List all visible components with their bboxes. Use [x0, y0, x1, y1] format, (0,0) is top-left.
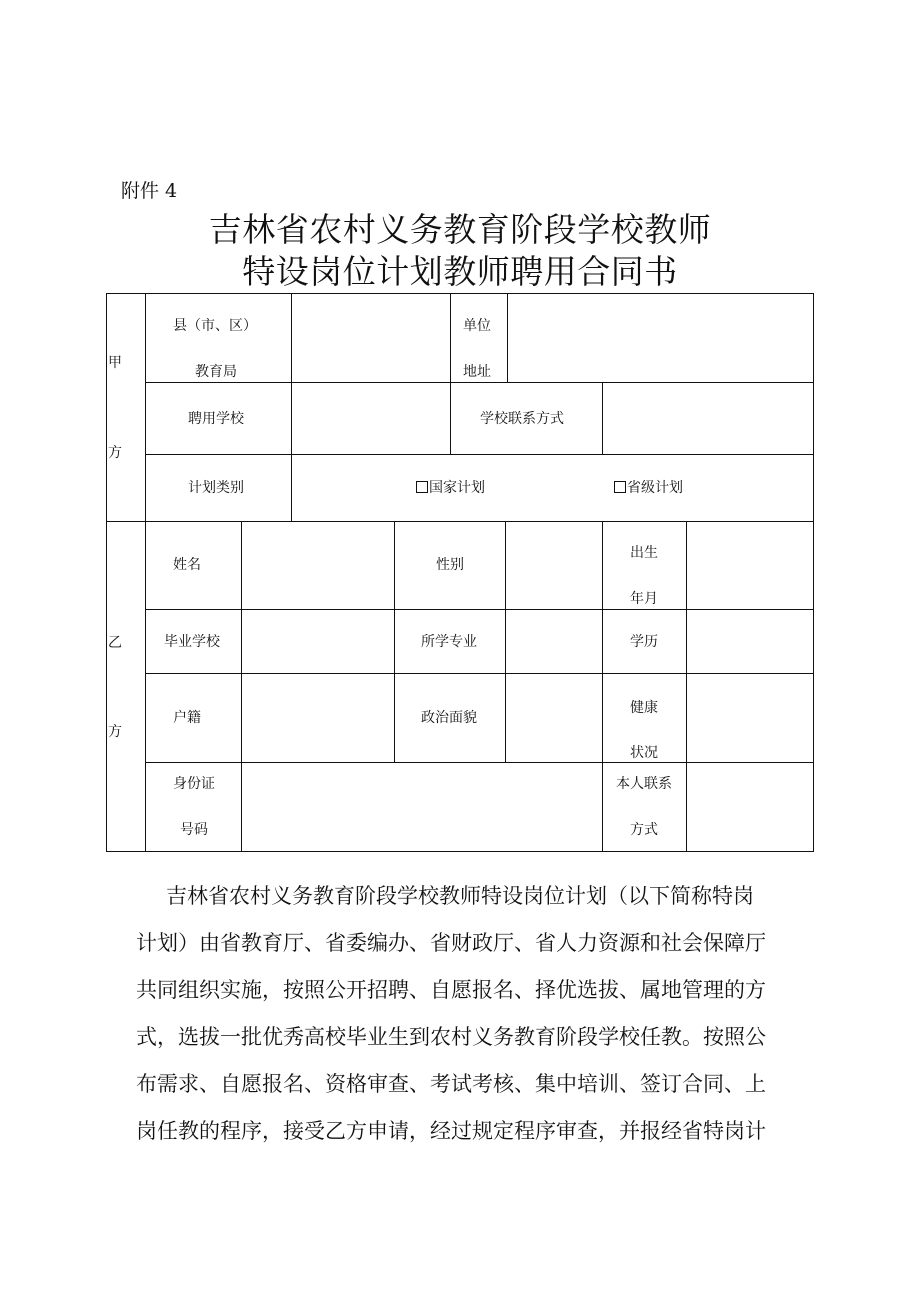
party-b-side-label-2: 方 — [108, 724, 122, 740]
contract-info-form — [106, 293, 814, 852]
checkbox-icon — [416, 481, 428, 493]
birth-date-label-1: 出生 — [630, 545, 658, 561]
table-line-a2 — [145, 454, 814, 455]
table-line-v-a1 — [291, 293, 292, 522]
hukou-label: 户籍 — [173, 710, 201, 726]
table-line-v-a4 — [602, 382, 603, 455]
paragraph-line: 岗任教的程序，接受乙方申请，经过规定程序审查，并报经省特岗计 — [136, 1119, 766, 1143]
table-line-a-b-divider — [106, 521, 814, 522]
personal-contact-label-1: 本人联系 — [616, 776, 672, 792]
table-line-b3 — [145, 762, 814, 763]
table-line-v-b4 — [602, 521, 603, 852]
personal-contact-label-2: 方式 — [630, 822, 658, 838]
table-line-v-b5 — [686, 521, 687, 852]
table-line-v-a2 — [450, 293, 451, 455]
table-line-b1 — [145, 609, 814, 610]
table-line-v-b2 — [394, 521, 395, 763]
plan-option-national-text: 国家计划 — [429, 480, 485, 496]
major-label: 所学专业 — [421, 634, 477, 650]
gender-label: 性别 — [436, 557, 464, 573]
table-border-left — [106, 293, 107, 852]
id-number-label-2: 号码 — [180, 822, 208, 838]
health-label-1: 健康 — [630, 700, 658, 716]
checkbox-icon — [614, 481, 626, 493]
school-contact-label: 学校联系方式 — [480, 411, 564, 427]
unit-address-label-2: 地址 — [463, 364, 491, 380]
plan-option-national[interactable] — [416, 481, 485, 495]
party-a-side-label-1: 甲 — [108, 355, 122, 371]
paragraph-line: 计划）由省教育厅、省委编办、省财政厅、省人力资源和社会保障厅 — [136, 931, 766, 955]
unit-address-label-1: 单位 — [463, 318, 491, 334]
table-line-b2 — [145, 673, 814, 674]
paragraph-line: 吉林省农村义务教育阶段学校教师特设岗位计划（以下简称特岗 — [166, 884, 754, 908]
hiring-school-label: 聘用学校 — [188, 411, 244, 427]
health-label-2: 状况 — [630, 745, 658, 761]
education-label: 学历 — [630, 634, 658, 650]
table-side-divider — [145, 293, 146, 852]
plan-option-provincial[interactable] — [614, 481, 683, 495]
table-line-v-b1 — [241, 521, 242, 852]
party-b-side-label-1: 乙 — [108, 635, 122, 651]
contract-preamble-paragraph — [136, 873, 814, 1155]
id-number-label-1: 身份证 — [173, 776, 215, 792]
paragraph-line: 布需求、自愿报名、资格审查、考试考核、集中培训、签订合同、上 — [136, 1072, 766, 1096]
table-border-right — [813, 293, 814, 852]
party-a-side-label-2: 方 — [108, 445, 122, 461]
document-title-line-2: 特设岗位计划教师聘用合同书 — [242, 252, 678, 291]
birth-date-label-2: 年月 — [630, 591, 658, 607]
plan-type-label: 计划类别 — [188, 480, 244, 496]
table-line-a1 — [145, 382, 814, 383]
table-border-bottom — [106, 851, 814, 852]
county-bureau-label-1: 县（市、区） — [173, 318, 257, 334]
plan-option-provincial-text: 省级计划 — [627, 480, 683, 496]
table-border-top — [106, 293, 814, 294]
document-title-line-1: 吉林省农村义务教育阶段学校教师 — [208, 210, 712, 249]
table-line-v-b3 — [505, 521, 506, 763]
annex-label: 附件 4 — [121, 180, 178, 202]
name-label: 姓名 — [173, 557, 201, 573]
county-bureau-label-2: 教育局 — [195, 364, 237, 380]
paragraph-line: 共同组织实施，按照公开招聘、自愿报名、择优选拔、属地管理的方 — [136, 978, 766, 1002]
paragraph-line: 式，选拔一批优秀高校毕业生到农村义务教育阶段学校任教。按照公 — [136, 1025, 766, 1049]
table-line-v-a3 — [507, 293, 508, 383]
political-status-label: 政治面貌 — [421, 710, 477, 726]
graduate-school-label: 毕业学校 — [164, 634, 220, 650]
